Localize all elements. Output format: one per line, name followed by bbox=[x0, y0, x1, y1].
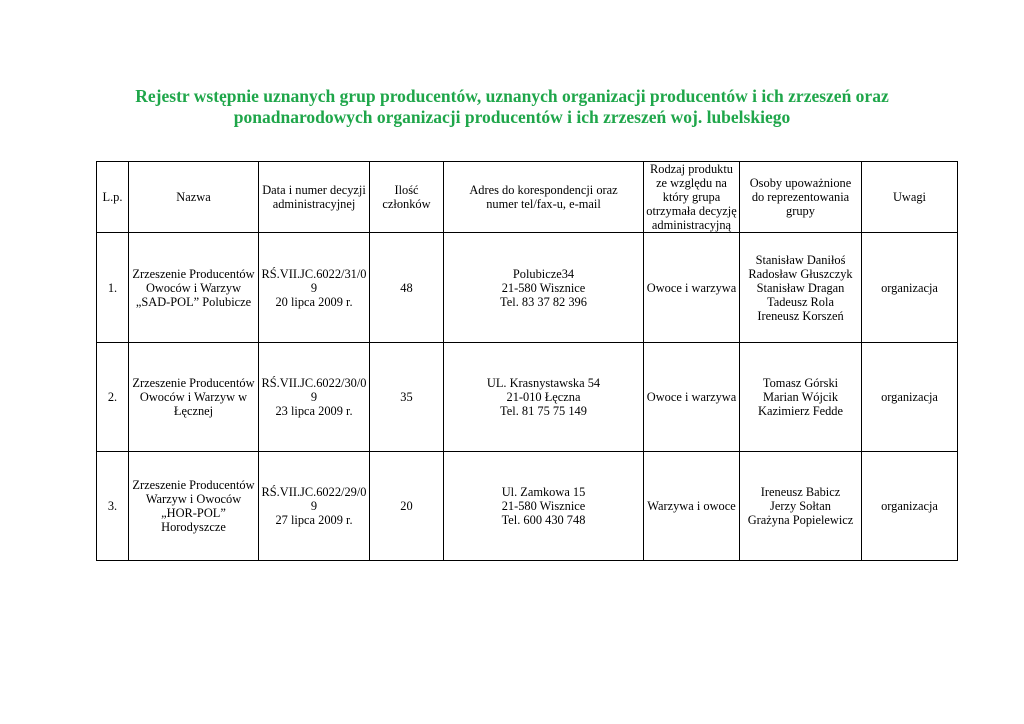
cell-product-text: Warzywa i owoce bbox=[647, 499, 736, 513]
cell-persons-line: Stanisław Daniłoś bbox=[755, 252, 846, 267]
cell-members bbox=[370, 343, 444, 452]
header-text-line: administracyjnej bbox=[272, 197, 356, 211]
cell-address bbox=[444, 452, 644, 561]
header-text-line: Adres do korespondencji oraz bbox=[469, 183, 618, 197]
cell-decision bbox=[259, 233, 370, 343]
cell-product bbox=[644, 343, 740, 452]
cell-lp-text: 1. bbox=[107, 280, 118, 295]
cell-name-line: Warzyw i Owoców bbox=[145, 492, 242, 506]
cell-address-line: Tel. 600 430 748 bbox=[501, 513, 586, 527]
header-text-line: który grupa bbox=[662, 190, 721, 204]
cell-name-line: Owoców i Warzyw bbox=[145, 280, 242, 295]
cell-decision-line: 23 lipca 2009 r. bbox=[275, 404, 353, 418]
cell-persons-line: Stanisław Dragan bbox=[756, 280, 845, 295]
cell-decision-line: 20 lipca 2009 r. bbox=[275, 294, 353, 309]
cell-decision-line: RŚ.VII.JC.6022/29/0 bbox=[261, 485, 367, 499]
cell-lp bbox=[97, 343, 129, 452]
table-header-row bbox=[97, 162, 958, 233]
cell-address bbox=[444, 233, 644, 343]
cell-notes-text: organizacja bbox=[881, 390, 938, 404]
header-text-line: Rodzaj produktu bbox=[650, 162, 733, 176]
table-row bbox=[97, 233, 958, 343]
cell-address bbox=[444, 343, 644, 452]
cell-persons bbox=[740, 452, 862, 561]
cell-persons-line: Kazimierz Fedde bbox=[758, 404, 843, 418]
cell-address-line: 21-580 Wisznice bbox=[501, 499, 586, 513]
header-text-line: do reprezentowania bbox=[751, 190, 850, 204]
cell-decision-line: 27 lipca 2009 r. bbox=[275, 513, 353, 527]
header-text-line: członków bbox=[382, 197, 431, 211]
cell-decision-line: 9 bbox=[310, 499, 318, 513]
cell-persons-line: Ireneusz Korszeń bbox=[757, 308, 844, 323]
cell-decision bbox=[259, 452, 370, 561]
cell-address-line: 21-580 Wisznice bbox=[501, 280, 586, 295]
header-members bbox=[370, 162, 444, 233]
document-title bbox=[0, 86, 1024, 128]
cell-persons-line: Tadeusz Rola bbox=[767, 294, 834, 309]
header-persons bbox=[740, 162, 862, 233]
cell-lp-text: 3. bbox=[107, 499, 118, 513]
cell-persons-line: Radosław Głuszczyk bbox=[748, 266, 853, 281]
cell-address-line: Polubicze34 bbox=[512, 266, 575, 281]
cell-address-line: UL. Krasnystawska 54 bbox=[486, 376, 601, 390]
header-text-line: otrzymała decyzję bbox=[646, 204, 737, 218]
cell-name bbox=[129, 233, 259, 343]
cell-persons bbox=[740, 343, 862, 452]
cell-persons-line: Ireneusz Babicz bbox=[760, 485, 841, 499]
header-text-line: ze względu na bbox=[656, 176, 727, 190]
cell-persons-line: Jerzy Sołtan bbox=[770, 499, 831, 513]
cell-name-line: Horodyszcze bbox=[161, 520, 226, 534]
cell-persons-line: Tomasz Górski bbox=[762, 376, 839, 390]
cell-lp bbox=[97, 233, 129, 343]
header-text-line: Uwagi bbox=[892, 190, 927, 204]
cell-name-line: Zrzeszenie Producentów bbox=[132, 376, 255, 390]
cell-notes bbox=[862, 452, 958, 561]
table-row bbox=[97, 452, 958, 561]
header-notes bbox=[862, 162, 958, 233]
cell-name-line: Zrzeszenie Producentów bbox=[132, 266, 255, 281]
table-row bbox=[97, 343, 958, 452]
register-table bbox=[96, 161, 958, 561]
cell-decision-line: 9 bbox=[310, 390, 318, 404]
cell-name-line: Łęcznej bbox=[173, 404, 214, 418]
cell-decision-line: RŚ.VII.JC.6022/30/0 bbox=[261, 376, 367, 390]
cell-persons-line: Marian Wójcik bbox=[762, 390, 839, 404]
cell-persons-line: Grażyna Popielewicz bbox=[747, 513, 854, 527]
cell-notes-text: organizacja bbox=[881, 499, 938, 513]
cell-notes bbox=[862, 343, 958, 452]
cell-name bbox=[129, 452, 259, 561]
header-product bbox=[644, 162, 740, 233]
cell-name-line: „HOR-POL” bbox=[161, 506, 226, 520]
cell-members-text: 48 bbox=[400, 280, 413, 295]
cell-members bbox=[370, 233, 444, 343]
cell-members-text: 35 bbox=[400, 390, 413, 404]
header-name bbox=[129, 162, 259, 233]
cell-notes-text: organizacja bbox=[881, 280, 938, 295]
header-text-line: administracyjną bbox=[651, 218, 732, 232]
header-text-line: Nazwa bbox=[176, 190, 211, 204]
cell-decision-line: 9 bbox=[310, 280, 318, 295]
cell-name-line: Zrzeszenie Producentów bbox=[132, 478, 255, 492]
cell-decision bbox=[259, 343, 370, 452]
cell-persons bbox=[740, 233, 862, 343]
header-lp bbox=[97, 162, 129, 233]
header-text-line: numer tel/fax-u, e-mail bbox=[486, 197, 601, 211]
cell-lp bbox=[97, 452, 129, 561]
cell-address-line: Tel. 83 37 82 396 bbox=[500, 294, 587, 309]
title-line-2: ponadnarodowych organizacji producentów i ich zrzeszeń woj. lubelskiego bbox=[233, 107, 791, 127]
cell-members bbox=[370, 452, 444, 561]
cell-product bbox=[644, 233, 740, 343]
header-text-line: Osoby upoważnione bbox=[749, 176, 852, 190]
header-text-line: grupy bbox=[786, 204, 815, 218]
cell-name bbox=[129, 343, 259, 452]
cell-address-line: Tel. 81 75 75 149 bbox=[500, 404, 587, 418]
cell-name-line: „SAD-POL” Polubicze bbox=[135, 294, 252, 309]
cell-decision-line: RŚ.VII.JC.6022/31/0 bbox=[261, 266, 367, 281]
cell-address-line: 21-010 Łęczna bbox=[506, 390, 581, 404]
cell-lp-text: 2. bbox=[107, 390, 118, 404]
cell-product-text: Owoce i warzywa bbox=[646, 280, 737, 295]
header-text-line: Ilość bbox=[394, 183, 419, 197]
cell-notes bbox=[862, 233, 958, 343]
cell-members-text: 20 bbox=[400, 499, 413, 513]
cell-product-text: Owoce i warzywa bbox=[646, 390, 737, 404]
header-address bbox=[444, 162, 644, 233]
title-line-1: Rejestr wstępnie uznanych grup producentów, uznanych organizacji producentów i ich zrzeszeń oraz bbox=[135, 86, 889, 106]
cell-product bbox=[644, 452, 740, 561]
cell-address-line: Ul. Zamkowa 15 bbox=[501, 485, 586, 499]
header-decision bbox=[259, 162, 370, 233]
cell-name-line: Owoców i Warzyw w bbox=[139, 390, 248, 404]
header-text-line: L.p. bbox=[102, 190, 123, 204]
header-text-line: Data i numer decyzji bbox=[262, 183, 366, 197]
